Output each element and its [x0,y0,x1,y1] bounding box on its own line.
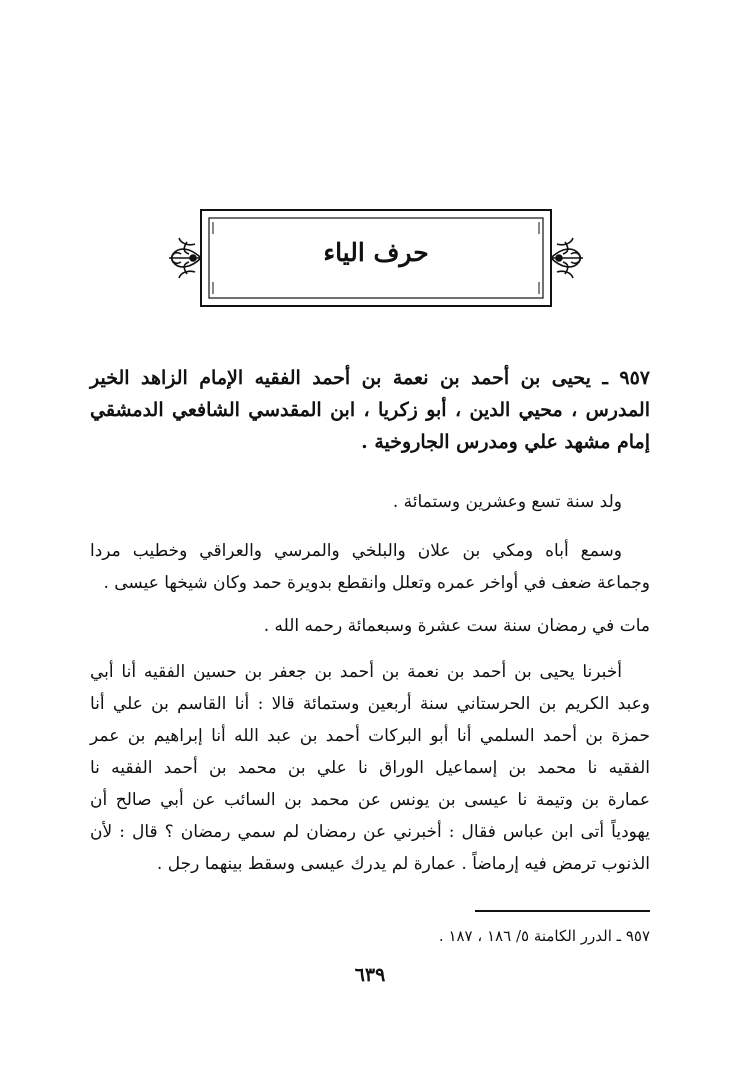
paragraph-line: وعبد الكريم بن الحرستاني سنة أربعين وستمائة قالا : أنا القاسم بن علي أنا [90,694,650,714]
paragraph-line: مات في رمضان سنة ست عشرة وسبعمائة رحمه الله . [263,616,650,636]
paragraph-teachers [90,535,650,599]
paragraph-line: ولد سنة تسع وعشرين وستمائة . [392,492,622,512]
entry-heading-line: ٩٥٧ ـ يحيى بن أحمد بن نعمة بن أحمد الفقيه الإمام الزاهد الخير [90,367,650,389]
paragraph-line: حمزة بن أحمد السلمي أنا أبو البركات أحمد بن عبد الله أنا إبراهيم بن عمر [90,726,650,746]
entry-heading [90,362,650,458]
paragraph-line: الفقيه نا محمد بن إسماعيل الوراق نا علي بن محمد بن أحمد الفقيه نا [90,758,650,778]
chapter-title-frame [165,208,587,308]
paragraph-hadith-chain [90,656,650,880]
paragraph-line: وجماعة ضعف في أواخر عمره وتعلل وانقطع بدويرة حمد وكان شيخها عيسى . [103,573,650,593]
footnote-divider [475,910,650,912]
entry-heading-line: المدرس ، محيي الدين ، أبو زكريا ، ابن المقدسي الشافعي الدمشقي [90,399,650,421]
paragraph-death [90,610,650,642]
paragraph-line: وسمع أباه ومكي بن علان والبلخي والمرسي والعراقي وخطيب مردا [90,541,622,561]
paragraph-line: أخبرنا يحيى بن أحمد بن نعمة بن أحمد بن جعفر بن حسين الفقيه أنا أبي [90,662,622,682]
paragraph-line: الذنوب ترمض فيه إرماضاً . عمارة لم يدرك عيسى وسقط بينهما رجل . [156,854,650,874]
paragraph-birth [90,486,650,518]
footnote: ٩٥٧ ـ الدرر الكامنة ٥/ ١٨٦ ، ١٨٧ . [438,927,650,945]
paragraph-line: يهودياً أتى ابن عباس فقال : أخبرني عن رمضان لم سمي رمضان ؟ قال : لأن [90,822,650,842]
paragraph-line: عمارة بن وتيمة نا عيسى بن يونس عن محمد بن السائب عن أبي صالح أن [90,790,650,810]
page-number: ٦٣٩ [354,964,386,986]
chapter-title: حرف الياء [323,238,429,267]
entry-heading-line: إمام مشهد علي ومدرس الجاروخية . [361,431,650,453]
